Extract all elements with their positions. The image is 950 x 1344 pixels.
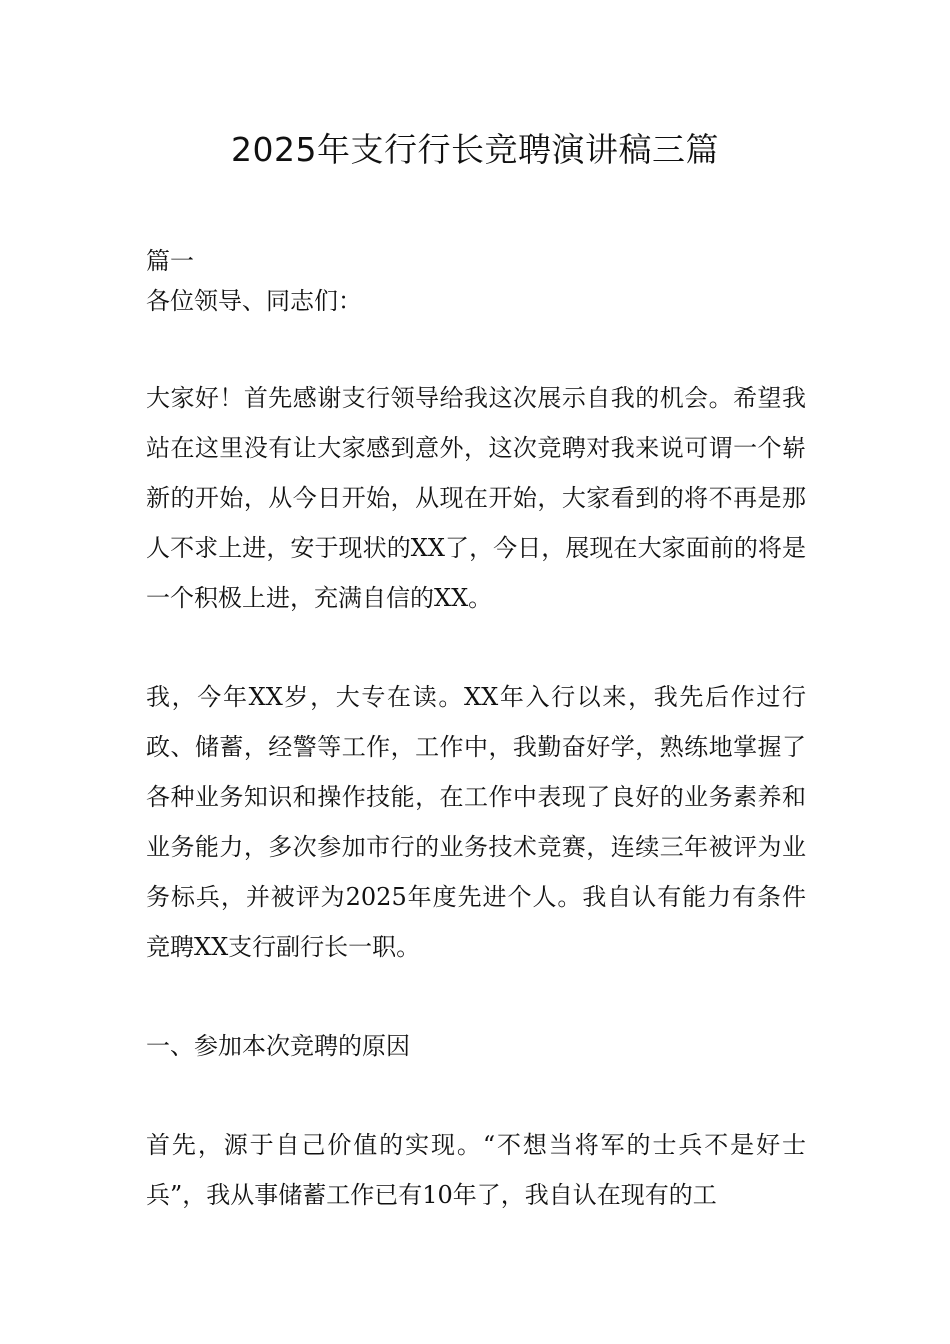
salutation: 各位领导、同志们： bbox=[146, 287, 362, 315]
paragraph-self-introduction: 我，今年XX岁，大专在读。XX年入行以来，我先后作过行政、储蓄，经警等工作，工作中，我勤奋好学，熟练地掌握了各种业务知识和操作技能，在工作中表现了良好的业务素养和业务能力，多次参加市行的业务技术竞赛，连续三年被评为业务标兵，并被评为2025年度先进个人。我自认有能力有条件竞聘XX支行副行长一职。 bbox=[146, 683, 806, 961]
section-heading: 一、参加本次竞聘的原因 bbox=[146, 1032, 410, 1060]
paragraph-reason: 首先，源于自己价值的实现。“不想当将军的士兵不是好士兵”，我从事储蓄工作已有10年了，我自认在现有的工 bbox=[146, 1131, 806, 1209]
section-label: 篇一 bbox=[146, 247, 194, 275]
document-title: 2025年支行行长竞聘演讲稿三篇 bbox=[231, 130, 719, 169]
paragraph-intro: 大家好！首先感谢支行领导给我这次展示自我的机会。希望我站在这里没有让大家感到意外，这次竞聘对我来说可谓一个崭新的开始，从今日开始，从现在开始，大家看到的将不再是那人不求上进，安于现状的XX了，今日，展现在大家面前的将是一个积极上进，充满自信的XX。 bbox=[146, 384, 806, 612]
